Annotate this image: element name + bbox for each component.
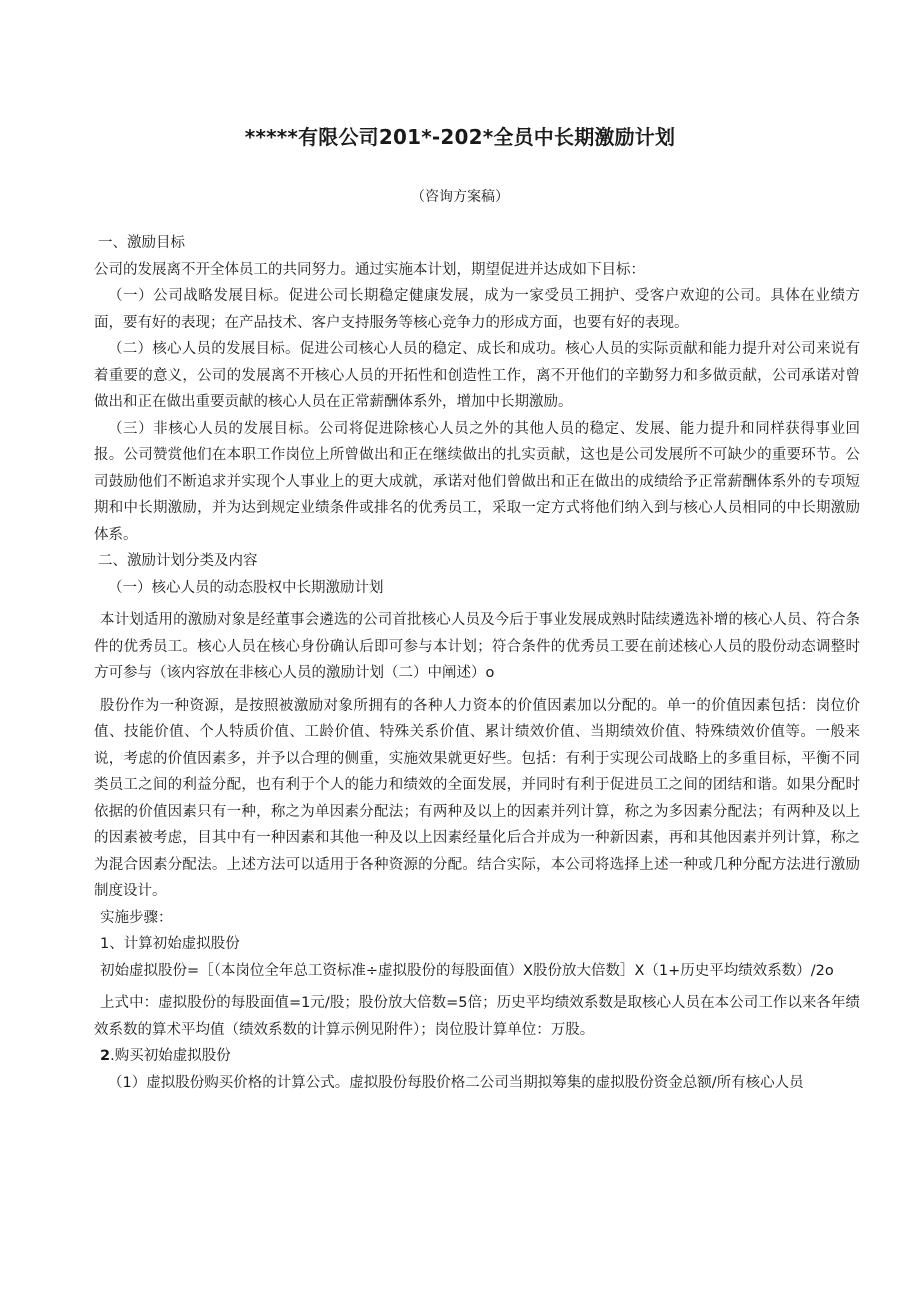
subsection-heading-1: （一）核心人员的动态股权中长期激励计划: [108, 579, 384, 596]
section-1-intro: 公司的发展离不开全体员工的共同努力。通过实施本计划，期望促进并达成如下目标：: [94, 261, 645, 278]
step-1-note: 上式中：虚拟股份的每股面值=1元/股；股份放大倍数=5倍；历史平均绩效系数是取核心人员在本公司工作以来各年绩效系数的算术平均值（绩效系数的计算示例见附件）；岗位股计算单位：万股。: [94, 995, 860, 1038]
document-body: [94, 230, 860, 1096]
section-heading-2: 二、激励计划分类及内容: [98, 553, 258, 569]
step-2-item-1: （1）虚拟股份购买价格的计算公式。虚拟股份每股价格二公司当期拟筹集的虚拟股份资金总额/所有核心人员: [108, 1074, 804, 1091]
allocation-paragraph: 股份作为一种资源，是按照被激励对象所拥有的各种人力资本的价值因素加以分配的。单一的价值因素包括：岗位价值、技能价值、个人特质价值、工龄价值、特殊关系价值、累计绩效价值、当期绩效价值、特殊绩效价值等。一般来说，考虑的价值因素多，并予以合理的侧重，实施效果就更好些。包括：有利于实现公司战略上的多重目标，平衡不同类员工之间的利益分配，也有利于个人的能力和绩效的全面发展，并同时有利于促进员工之间的团结和谐。如果分配时依据的价值因素只有一种，称之为单因素分配法；有两种及以上的因素并列计算，称之为多因素分配法；有两种及以上的因素被考虑，目其中有一种因素和其他一种及以上因素经量化后合并成为一种新因素，再和其他因素并列计算，称之为混合因素分配法。上述方法可以适用于各种资源的分配。结合实际，本公司将选择上述一种或几种分配方法进行激励制度设计。: [94, 697, 860, 899]
step-2-heading: [94, 1043, 860, 1070]
goal-item-1: （一）公司战略发展目标。促进公司长期稳定健康发展，成为一家受员工拥护、受客户欢迎的公司。具体在业绩方面，要有好的表现；在产品技术、客户支持服务等核心竞争力的形成方面，也要有好的表现。: [94, 288, 860, 331]
goal-item-2: （二）核心人员的发展目标。促进公司核心人员的稳定、成长和成功。核心人员的实际贡献和能力提升对公司来说有着重要的意义，公司的发展离不开核心人员的开拓性和创造性工作，离不开他们的辛勤努力和多做贡献，公司承诺对曾做出和正在做出重要贡献的核心人员在正常薪酬体系外，增加中长期激励。: [94, 341, 860, 410]
document-title: *****有限公司201*-202*全员中长期激励计划: [244, 125, 676, 149]
document-subtitle: （咨询方案稿）: [411, 189, 509, 205]
scope-paragraph: 本计划适用的激励对象是经董事会遴选的公司首批核心人员及今后于事业发展成熟时陆续遴选补增的核心人员、符合条件的优秀员工。核心人员在核心身份确认后即可参与本计划；符合条件的优秀员工要在前述核心人员的股份动态调整时方可参与（该内容放在非核心人员的激励计划（二）中阐述）o: [94, 612, 860, 681]
step-2-number: 2: [100, 1048, 111, 1064]
goal-item-3: （三）非核心人员的发展目标。公司将促进除核心人员之外的其他人员的稳定、发展、能力提升和同样获得事业回报。公司赞赏他们在本职工作岗位上所曾做出和正在继续做出的扎实贡献，这也是公司发展所不可缺少的重要环节。公司鼓励他们不断追求并实现个人事业上的更大成就，承诺对他们曾做出和正在做出的成绩给予正常薪酬体系外的专项短期和中长期激励，并为达到规定业绩条件或排名的优秀员工，采取一定方式将他们纳入到与核心人员相同的中长期激励体系。: [94, 420, 860, 543]
step-1-formula: 初始虚拟股份=［（本岗位全年总工资标准÷虚拟股份的每股面值）X股份放大倍数］X（1+历史平均绩效系数）/2o: [100, 962, 834, 979]
step-2-title: .购买初始虚拟股份: [110, 1048, 231, 1064]
step-1-heading: 1、计算初始虚拟股份: [100, 936, 240, 952]
section-heading-1: 一、激励目标: [98, 235, 185, 251]
steps-label: 实施步骤：: [100, 909, 173, 926]
